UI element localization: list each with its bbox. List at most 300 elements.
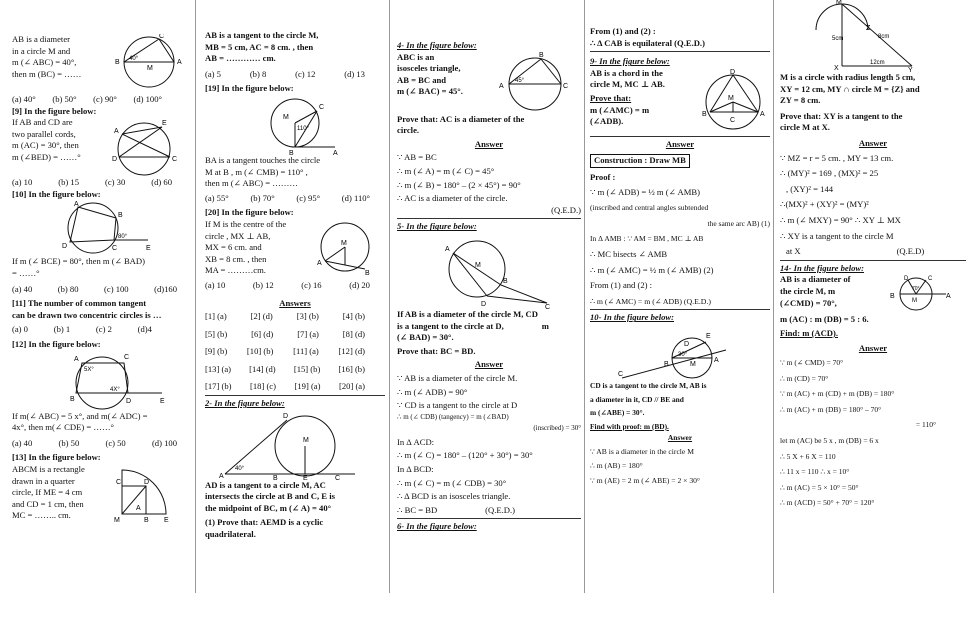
svg-text:30°: 30° <box>678 351 688 358</box>
text-line: ∴ m (AC) = 5 × 10° = 50° <box>780 482 859 492</box>
text-line: ∵ AB = BC <box>397 152 437 163</box>
answer-cell: [3] (b) <box>296 311 319 322</box>
text-line: AB is a diameter of <box>780 274 851 285</box>
question-20-block <box>205 219 385 277</box>
text-line: m (∠ABE) = 30°. <box>590 408 645 418</box>
figure-q9 <box>102 117 184 177</box>
text-line: ∵ MZ = r = 5 cm. , MY = 13 cm. <box>780 152 894 163</box>
text-line: ABCM is a rectangle <box>12 463 85 474</box>
text-line: two parallel cords, <box>12 128 76 139</box>
answer-cell: [9] (b) <box>205 346 228 357</box>
figure-p10 <box>616 324 736 380</box>
column-divider <box>389 0 390 593</box>
choices-q12 <box>12 438 177 450</box>
choice[interactable]: (b) 15 <box>58 177 80 188</box>
figure-p13 <box>808 0 918 72</box>
text-line: m (∠ ABC) = 40°, <box>12 57 77 68</box>
figure-q12 <box>52 351 182 411</box>
svg-text:110°: 110° <box>297 125 309 132</box>
svg-text:D: D <box>730 68 736 76</box>
svg-text:E: E <box>303 474 308 480</box>
answer-cell: [16] (b) <box>338 363 365 374</box>
text-line: = ……° <box>12 267 40 278</box>
answer-label: Answer <box>665 138 695 149</box>
text-line: AB is a diameter <box>12 34 70 44</box>
answer-label: Answer <box>667 433 693 443</box>
text-line: intersects the circle at B and C, E is <box>205 491 335 502</box>
text-line: the midpoint of BC, m (∠ A) = 40° <box>205 502 332 513</box>
svg-text:A: A <box>74 201 79 209</box>
separator <box>590 51 770 52</box>
text-line: [11] The number of common tangent <box>12 298 147 309</box>
svg-text:A: A <box>74 355 79 363</box>
text-line: (∠ADB). <box>590 116 624 127</box>
answer-cell: [13] (a) <box>205 363 232 374</box>
text-line: ∴ m (AC) + m (DB) = 180° – 70° <box>780 404 882 414</box>
answer-cell: [12] (d) <box>338 346 365 357</box>
text-line: in a circle M and <box>12 45 71 56</box>
text-line: ∴ (MY)² = 169 , (MX)² = 25 <box>780 168 879 179</box>
choice[interactable]: (d)4 <box>137 324 152 335</box>
problem-4-title: 4- In the figure below: <box>397 40 477 50</box>
choice[interactable]: (b) 12 <box>252 279 274 290</box>
svg-text:B: B <box>890 293 895 301</box>
figure-p14 <box>880 274 952 314</box>
svg-text:D: D <box>684 340 690 348</box>
choice[interactable]: (c) 16 <box>301 279 322 290</box>
choice[interactable]: (b) 50 <box>58 437 80 448</box>
text-line: m (∠ BAC) = 45°. <box>397 86 463 97</box>
text-line: MC = …….. cm. <box>12 510 71 521</box>
svg-text:E: E <box>706 332 711 340</box>
svg-text:B: B <box>115 59 120 66</box>
text-line: If m (∠ BCE) = 80°, then m (∠ BAD) <box>12 256 145 267</box>
svg-text:M: M <box>114 516 120 524</box>
svg-text:C: C <box>730 116 736 124</box>
answer-cell: [4] (b) <box>342 311 365 322</box>
text-line: Find with proof: m (BD). <box>590 421 669 431</box>
text-line: then m (BC) = …… <box>12 68 82 79</box>
svg-text:A: A <box>946 293 951 301</box>
text-line: let m (AC) be 5 x , m (DB) = 6 x <box>780 436 879 446</box>
svg-text:M: M <box>836 0 842 6</box>
text-line: In Δ BCD: <box>397 464 434 475</box>
text-line: (inscribed) = 30° <box>533 424 581 433</box>
svg-text:B: B <box>365 269 370 275</box>
svg-text:C: C <box>124 353 130 361</box>
svg-text:C: C <box>159 34 165 40</box>
svg-text:B: B <box>289 149 294 155</box>
text-line: MA = ………cm. <box>205 265 266 276</box>
proof-label: Proof : <box>590 171 616 182</box>
svg-text:D: D <box>112 156 118 164</box>
svg-text:M: M <box>912 298 917 305</box>
svg-text:M: M <box>303 436 309 444</box>
text-line: ∴ m (AB) = 180° <box>590 461 643 471</box>
choices-q9 <box>12 177 172 189</box>
svg-text:B: B <box>273 474 278 480</box>
text-line: ∵ CD is a tangent to the circle at D <box>397 400 518 411</box>
svg-text:D: D <box>144 478 150 486</box>
text-line: Prove that: <box>590 92 632 103</box>
svg-text:A: A <box>499 82 504 90</box>
text-line: AD is a tangent to a circle M, AC <box>205 479 326 490</box>
text-line: (∠CMD) = 70°, <box>780 297 837 308</box>
choice[interactable]: (d)160 <box>154 283 177 294</box>
text-line: AB is a chord in the <box>590 67 663 78</box>
svg-text:A: A <box>445 245 450 253</box>
answer-cell: [7] (a) <box>297 328 319 339</box>
choice[interactable]: (d) 100 <box>151 437 177 448</box>
text-line: isosceles triangle, <box>397 63 461 74</box>
choice[interactable]: (d) 100° <box>133 94 162 104</box>
svg-text:A: A <box>714 356 719 364</box>
question-12-title: [12] In the figure below: <box>12 338 101 349</box>
text-line: = 110° <box>915 420 936 430</box>
svg-text:M: M <box>690 360 696 368</box>
svg-text:C: C <box>618 370 624 378</box>
svg-text:X: X <box>834 65 839 72</box>
text-line: ∵ m (∠ ADB) = ½ m (∠ AMB) <box>590 186 700 197</box>
text-line: ∵ AB is a diameter of the circle M. <box>397 372 518 383</box>
svg-text:4X°: 4X° <box>110 386 120 393</box>
svg-text:5cm: 5cm <box>832 36 844 42</box>
text-line: MB = 5 cm, AC = 8 cm. , then <box>205 41 314 52</box>
svg-text:Y: Y <box>908 67 913 72</box>
svg-text:12cm: 12cm <box>870 60 885 66</box>
text-line: CD is a tangent to the circle M, AB is <box>590 380 707 390</box>
text-line: XB = 8 cm. , then <box>205 253 267 264</box>
column-divider <box>773 0 774 593</box>
construction-box: Construction : Draw MB <box>590 154 690 168</box>
text-line: (∠ BAD) = 30°. <box>397 332 454 343</box>
svg-text:A: A <box>177 59 182 66</box>
text-line: m (AC) : m (DB) = 5 : 6. <box>780 314 869 325</box>
problem-9-block <box>590 68 770 134</box>
separator <box>205 395 385 396</box>
svg-text:40°: 40° <box>129 56 139 62</box>
text-line: ∴ m (CD) = 70° <box>780 373 829 383</box>
text-line: Prove that: BC = BD. <box>397 345 476 356</box>
choices-q18 <box>205 69 365 81</box>
svg-text:B: B <box>503 277 508 285</box>
choice[interactable]: (c) 2 <box>95 324 112 335</box>
separator <box>590 136 770 137</box>
question-10-title: [10] In the figure below: <box>12 188 101 199</box>
text-line: ∵ AB is a diameter in the circle M <box>590 446 694 456</box>
column-3 <box>397 40 581 633</box>
choice[interactable]: (c) 95° <box>296 192 321 203</box>
text-line: then m (∠ ABC) = ……… <box>205 178 298 189</box>
choice[interactable]: (c) 50 <box>105 437 126 448</box>
text-line: ∴ m (∠ B) = 180° – (2 × 45°) = 90° <box>397 179 521 190</box>
figure-q13 <box>112 464 172 524</box>
choice[interactable]: (d) 20 <box>349 279 370 290</box>
svg-text:D: D <box>904 276 909 283</box>
problem-5-title: 5- In the figure below: <box>397 221 477 232</box>
text-line: quadrilateral. <box>205 529 256 540</box>
svg-text:8cm: 8cm <box>878 34 890 40</box>
svg-text:80°: 80° <box>118 234 128 241</box>
svg-text:45°: 45° <box>515 77 525 84</box>
text-line: the circle M, m <box>780 285 836 296</box>
separator <box>397 518 581 519</box>
answer-label: Answer <box>858 137 888 148</box>
question-9-title: [9] In the figure below: <box>12 105 97 116</box>
text-line: ∵ m (AE) = 2 m (∠ ABE) = 2 × 30° <box>590 476 700 486</box>
svg-text:M: M <box>341 239 347 247</box>
text-line: a diameter in it, CD // BE and <box>590 394 684 404</box>
svg-text:A: A <box>114 128 119 136</box>
text-line: (inscribed and central angles subtended <box>590 203 709 213</box>
svg-text:M: M <box>283 113 289 121</box>
svg-text:B: B <box>70 395 75 403</box>
svg-text:M: M <box>728 94 734 102</box>
text-line: the same arc AB) (1) <box>707 218 770 228</box>
choice[interactable]: (c) 12 <box>295 68 316 79</box>
question-9-block <box>12 117 192 177</box>
choice[interactable]: (a) 40 <box>12 283 33 294</box>
separator <box>780 260 966 261</box>
choice[interactable]: (b) 80 <box>57 283 79 294</box>
text-line: From (1) and (2) : <box>590 26 656 36</box>
svg-text:B: B <box>664 360 669 368</box>
text-line: can be drawn two concentric circles is … <box>12 309 162 320</box>
text-line: ∴ BC = BD (Q.E.D.) <box>397 504 516 515</box>
text-line: , (XY)² = 144 <box>786 183 834 194</box>
choice[interactable]: (c) 100 <box>104 283 129 294</box>
svg-text:E: E <box>164 516 169 524</box>
svg-text:C: C <box>319 103 325 111</box>
problem-14-title: 14- In the figure below: <box>780 262 865 273</box>
answer-label: Answer <box>474 359 504 370</box>
separator <box>397 218 581 219</box>
svg-text:B: B <box>118 212 123 220</box>
choice[interactable]: (d) 13 <box>344 68 365 79</box>
figure-p5 <box>417 233 557 309</box>
text-line: BA is a tangent touches the circle <box>205 154 321 165</box>
svg-text:M: M <box>475 261 481 269</box>
answer-cell: [10] (b) <box>246 346 274 357</box>
text-line: is a tangent to the circle at D, m <box>397 320 549 331</box>
column-divider <box>584 0 585 593</box>
choices-q10 <box>12 284 177 296</box>
text-line: ZY = 8 cm. <box>780 95 821 106</box>
text-line: circle. <box>397 125 420 136</box>
text-line: Prove that: AC is a diameter of the <box>397 113 525 124</box>
text-line: ∴ m (ACD) = 50° + 70° = 120° <box>780 498 875 508</box>
answer-label: Answer <box>474 138 504 149</box>
problem-4-block <box>397 52 581 114</box>
svg-text:40°: 40° <box>235 465 245 472</box>
svg-text:70°: 70° <box>912 286 920 293</box>
text-line: If M is the centre of the <box>205 218 287 229</box>
choice[interactable]: (b) 70° <box>250 192 275 203</box>
figure-p9 <box>700 68 766 134</box>
svg-text:A: A <box>219 472 224 480</box>
answer-cell: [5] (b) <box>205 328 228 339</box>
text-line: ∴ m (∠ CDB) (tangency) = m (∠BAD) <box>397 412 509 421</box>
svg-text:A: A <box>333 149 338 155</box>
answer-cell: [1] (a) <box>205 311 227 322</box>
problem-14-block <box>780 274 966 314</box>
text-line: ∴ m (∠ AMC) = m (∠ ADB) (Q.E.D.) <box>590 296 711 306</box>
choice[interactable]: (c) 90° <box>93 94 117 104</box>
svg-text:D: D <box>126 397 132 405</box>
svg-text:C: C <box>116 478 122 486</box>
text-line: ∴ m (∠ MXY) = 90° ∴ XY ⊥ MX <box>780 214 901 225</box>
svg-text:A: A <box>317 259 322 267</box>
text-line: MX = 6 cm. and <box>205 242 262 253</box>
text-line: Find: m (ACD). <box>780 327 839 338</box>
svg-text:C: C <box>928 276 933 283</box>
svg-text:A: A <box>760 110 765 118</box>
choices-q11 <box>12 324 152 336</box>
answer-cell: [6] (d) <box>251 328 274 339</box>
problem-9-title: 9- In the figure below: <box>590 56 670 67</box>
text-line: ∴ Δ CAB is equilateral (Q.E.D.) <box>590 37 705 48</box>
choices-q8 <box>12 94 162 106</box>
text-line: 4x°, then m(∠ CDE) = ……° <box>12 422 114 433</box>
answer-cell: [15] (b) <box>293 363 321 374</box>
text-line: ∵ m (∠ CMD) = 70° <box>780 358 844 368</box>
answer-cell: [11] (a) <box>293 346 319 357</box>
figure-q8 <box>107 34 187 92</box>
text-line: ∴ AC is a diameter of the circle. <box>397 193 508 204</box>
separator <box>590 309 770 310</box>
svg-text:C: C <box>563 82 569 90</box>
text-line: ∴ m (∠ A) = m (∠ C) = 45° <box>397 165 495 176</box>
text-line: If AB and CD are <box>12 117 73 128</box>
svg-text:E: E <box>160 397 165 405</box>
text-line: ∴ m (∠ AMC) = ½ m (∠ AMB) (2) <box>590 264 714 275</box>
svg-text:B: B <box>702 110 707 118</box>
text-line: In Δ AMB : ∵ AM = BM , MC ⊥ AB <box>590 234 704 244</box>
figure-q10 <box>48 200 168 256</box>
svg-text:D: D <box>62 243 68 251</box>
answers-grid <box>205 311 385 393</box>
choice[interactable]: (a) 10 <box>12 177 33 188</box>
text-line: ∴ m (∠ ADB) = 90° <box>397 386 468 397</box>
answer-cell: [20] (a) <box>338 381 365 392</box>
text-line: m (∠AMC) = m <box>590 104 650 115</box>
text-line: ABC is an <box>397 51 435 62</box>
text-line: ∴ 5 X + 6 X = 110 <box>780 451 836 461</box>
choice[interactable]: (a) 0 <box>12 324 28 335</box>
question-20-title: [20] In the figure below: <box>205 207 294 218</box>
choice[interactable]: (a) 55° <box>205 192 229 203</box>
choice[interactable]: (a) 40 <box>12 437 33 448</box>
answer-cell: [19] (a) <box>294 381 321 392</box>
choice[interactable]: (c) 30 <box>104 177 126 188</box>
text-line: XY = 12 cm, MY ∩ circle M = {Z} and <box>780 83 920 94</box>
column-4 <box>590 26 770 619</box>
problem-6-title: 6- In the figure below: <box>397 521 477 532</box>
text-line: and CD = 1 cm, then <box>12 498 84 509</box>
question-19-title: [19] In the figure below: <box>205 83 294 94</box>
column-1 <box>12 34 192 627</box>
problem-2-title: 2- In the figure below: <box>205 398 285 409</box>
svg-text:C: C <box>172 156 178 164</box>
choice[interactable]: (a) 40° <box>12 94 36 104</box>
answer-cell: [14] (d) <box>249 363 276 374</box>
answer-label: Answer <box>858 342 888 353</box>
choice[interactable]: (d) 60 <box>151 177 172 188</box>
answer-cell: [8] (d) <box>342 328 365 339</box>
text-line: M at B , m (∠ CMB) = 110° , <box>205 166 308 177</box>
svg-text:A: A <box>136 504 141 512</box>
question-13-title: [13] In the figure below: <box>12 452 101 463</box>
text-line: circle M, MC ⊥ AB. <box>590 79 665 90</box>
text-line: AB = BC and <box>397 74 447 85</box>
svg-text:C: C <box>112 245 118 253</box>
column-5 <box>780 0 966 593</box>
text-line: circle, If ME = 4 cm <box>12 487 83 498</box>
problem-10-title: 10- In the figure below: <box>590 312 675 323</box>
text-line: Prove that: XY is a tangent to the <box>780 110 903 121</box>
svg-text:D: D <box>283 412 289 420</box>
text-line: circle , MX ⊥ AB, <box>205 230 271 241</box>
text-line: circle M at X. <box>780 122 830 133</box>
text-line: AB is a tangent to the circle M, <box>205 30 319 40</box>
text-line: (1) Prove that: AEMD is a cyclic <box>205 517 324 528</box>
qed-label: (Q.E.D.) <box>551 204 581 215</box>
text-line: In Δ ACD: <box>397 436 435 447</box>
choices-q20 <box>205 280 370 292</box>
svg-text:5X°: 5X° <box>84 366 94 373</box>
answer-cell: [18] (c) <box>249 381 276 392</box>
text-line: If AB is a diameter of the circle M, CD <box>397 308 538 319</box>
text-line: drawn in a quarter <box>12 475 75 486</box>
text-line: M is a circle with radius length 5 cm, <box>780 72 916 82</box>
text-line: m (∠BED) = ……° <box>12 151 81 162</box>
text-line: ∴ XY is a tangent to the circle M <box>780 230 894 241</box>
question-8-block <box>12 34 192 92</box>
text-line: ∵ m (AC) + m (CD) + m (DB) = 180° <box>780 389 895 399</box>
text-line: ∴(MX)² + (XY)² = (MY)² <box>780 199 869 210</box>
choice[interactable]: (d) 110° <box>341 192 370 203</box>
text-line: at X (Q.E.D) <box>786 246 925 257</box>
figure-p4 <box>489 52 569 114</box>
figure-q20 <box>315 219 375 275</box>
column-2 <box>205 30 385 623</box>
text-line: ∴ m (∠ C) = m (∠ CDB) = 30° <box>397 477 507 488</box>
text-line: AB = ………… cm. <box>205 53 276 64</box>
answer-cell: [17] (b) <box>205 381 232 392</box>
figure-q19 <box>255 95 345 155</box>
svg-text:C: C <box>335 474 341 480</box>
choice[interactable]: (a) 10 <box>205 279 226 290</box>
svg-text:E: E <box>162 120 167 128</box>
svg-text:B: B <box>539 51 544 59</box>
answers-title: Answers <box>279 297 311 308</box>
text-line: ∴ MC bisects ∠ AMB <box>590 248 668 259</box>
text-line: ∴ Δ BCD is an isosceles triangle. <box>397 491 511 502</box>
svg-text:E: E <box>146 245 151 253</box>
text-line: ∴ 11 x = 110 ∴ x = 10° <box>780 467 850 477</box>
choice[interactable]: (b) 50° <box>52 94 77 104</box>
svg-text:M: M <box>147 65 153 72</box>
svg-text:C: C <box>545 303 551 309</box>
question-13-block <box>12 464 192 524</box>
svg-text:Z: Z <box>866 25 871 32</box>
text-line: From (1) and (2) : <box>590 280 653 291</box>
choice[interactable]: (a) 5 <box>205 68 221 79</box>
choices-q19 <box>205 193 370 205</box>
choice[interactable]: (b) 1 <box>53 324 71 335</box>
choice[interactable]: (b) 8 <box>249 68 267 79</box>
answer-cell: [2] (d) <box>250 311 273 322</box>
